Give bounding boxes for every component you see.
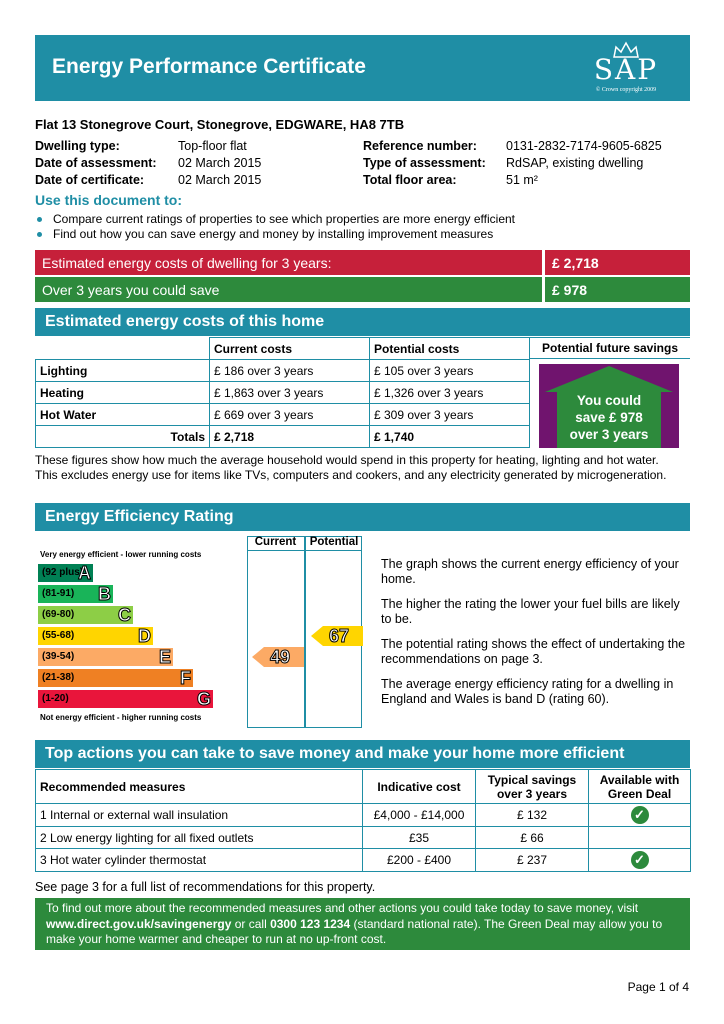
band-letter: B (98, 584, 111, 604)
measure-cell: 1 Internal or external wall insulation (36, 804, 363, 827)
band-range: (81-91) (42, 588, 75, 599)
band-d (38, 627, 153, 645)
green-deal-cell (589, 827, 691, 849)
rating-section-heading: Energy Efficiency Rating (35, 503, 690, 531)
savings-bar (35, 277, 690, 302)
info-text: To find out more about the recommended measures and other actions you could take today to save money, visit (46, 901, 639, 915)
table-row (36, 804, 691, 827)
header-divider (247, 550, 362, 551)
column-header: Indicative cost (363, 770, 476, 804)
totals-potential: £ 1,740 (370, 426, 530, 448)
band-a (38, 564, 93, 582)
detail-label: Dwelling type: (35, 139, 120, 153)
table-cell: £ 1,326 over 3 years (370, 382, 530, 404)
rating-paragraph: The higher the rating the lower your fuel bills are likely to be. (381, 597, 680, 626)
band-letter: D (138, 626, 151, 646)
rating-paragraph: The average energy efficiency rating for a dwelling in England and Wales is band D (rating 60). (381, 677, 674, 706)
column-header: Available with Green Deal (589, 770, 691, 804)
costs-section-heading: Estimated energy costs of this home (35, 308, 690, 336)
table-cell: £ 1,863 over 3 years (210, 382, 370, 404)
totals-row (36, 426, 530, 448)
detail-value: Top-floor flat (178, 139, 247, 153)
band-range: (21-38) (42, 672, 75, 683)
band-c (38, 606, 133, 624)
sap-logo-text: SAP (593, 53, 659, 86)
list-item: Compare current ratings of properties to see which properties are more energy efficient (35, 212, 515, 227)
costs-note: These figures show how much the average household would spend in this property for heating, lighting and hot water. This excludes energy use for items like TVs, computers and cookers, and any electricity generated by microgeneration. (35, 453, 667, 482)
band-letter: A (78, 563, 91, 583)
column-header: Current costs (210, 338, 370, 360)
band-letter: F (180, 668, 191, 688)
page-title: Energy Performance Certificate (52, 55, 366, 78)
row-label: Lighting (36, 360, 210, 382)
row-label: Hot Water (36, 404, 210, 426)
band-letter: C (118, 605, 131, 625)
page-number: Page 1 of 4 (627, 980, 689, 994)
future-line: save £ 978 (575, 410, 643, 425)
info-box (35, 898, 690, 950)
band-range: (1-20) (42, 693, 69, 704)
detail-label: Date of certificate: (35, 173, 145, 187)
table-cell: £ 669 over 3 years (210, 404, 370, 426)
actions-section-heading: Top actions you can take to save money and make your home more efficient (35, 740, 690, 768)
use-document-title: Use this document to: (35, 192, 183, 208)
measure-cell: 2 Low energy lighting for all fixed outlets (36, 827, 363, 849)
totals-label: Totals (36, 426, 210, 448)
cost-cell: £4,000 - £14,000 (363, 804, 476, 827)
detail-label: Date of assessment: (35, 156, 157, 170)
costs-table (35, 337, 530, 448)
table-row (36, 849, 691, 872)
rating-paragraph: The graph shows the current energy efficiency of your home. (381, 557, 679, 586)
detail-value: 02 March 2015 (178, 156, 262, 170)
band-e (38, 648, 173, 666)
top-note: Very energy efficient - lower running costs (40, 550, 202, 559)
band-range: (69-80) (42, 609, 75, 620)
green-deal-cell (589, 849, 691, 872)
current-rating-arrow (252, 647, 304, 667)
detail-label: Reference number: (363, 139, 477, 153)
copyright-text: © Crown copyright 2009 (595, 87, 657, 93)
band-f (38, 669, 193, 687)
rating-explanation (381, 557, 686, 717)
future-savings-header: Potential future savings (530, 337, 690, 359)
header-banner (35, 35, 690, 101)
future-line: over 3 years (569, 427, 649, 442)
table-row (36, 360, 530, 382)
detail-value: 51 m² (506, 173, 538, 187)
savings-value: £ 978 (545, 277, 690, 302)
detail-label: Type of assessment: (363, 156, 486, 170)
band-letter: G (196, 689, 211, 709)
table-cell: £ 105 over 3 years (370, 360, 530, 382)
energy-rating-chart (35, 536, 362, 728)
future-savings-text (539, 392, 679, 443)
table-row (36, 382, 530, 404)
column-divider (304, 536, 306, 728)
band-range: (92 plus) (42, 567, 84, 578)
savings-label: Over 3 years you could save (35, 277, 542, 302)
info-text: or call (231, 916, 271, 931)
estimated-cost-bar (35, 250, 690, 275)
future-line: You could (576, 393, 642, 408)
row-label: Heating (36, 382, 210, 404)
table-row (36, 827, 691, 849)
detail-value: RdSAP, existing dwelling (506, 156, 644, 170)
detail-value: 02 March 2015 (178, 173, 262, 187)
detail-value: 0131-2832-7174-9605-6825 (506, 139, 662, 153)
table-cell: £ 186 over 3 years (210, 360, 370, 382)
totals-current: £ 2,718 (210, 426, 370, 448)
measure-cell: 3 Hot water cylinder thermostat (36, 849, 363, 872)
see-page-note: See page 3 for a full list of recommendations for this property. (35, 880, 376, 894)
use-document-list (35, 212, 515, 242)
sap-logo (580, 41, 672, 97)
phone-number: 0300 123 1234 (270, 916, 351, 931)
potential-rating-arrow-value: 67 (329, 626, 350, 646)
list-item: Find out how you can save energy and money by installing improvement measures (35, 227, 515, 242)
savings-cell: £ 66 (476, 827, 589, 849)
estimated-cost-value: £ 2,718 (545, 250, 690, 275)
check-icon: ✓ (631, 806, 649, 824)
info-text: (standard national rate). The Green Deal may allow you to make your home warmer and cheaper to run at no up-front cost. (46, 916, 663, 946)
cost-cell: £35 (363, 827, 476, 849)
actions-table (35, 769, 691, 872)
column-header: Potential costs (370, 338, 530, 360)
band-b (38, 585, 113, 603)
table-cell: £ 309 over 3 years (370, 404, 530, 426)
empty-cell (36, 338, 210, 360)
band-range: (55-68) (42, 630, 75, 641)
band-range: (39-54) (42, 651, 75, 662)
bottom-note: Not energy efficient - higher running costs (40, 713, 202, 722)
potential-column-header: Potential (309, 536, 359, 548)
green-deal-cell (589, 804, 691, 827)
check-icon: ✓ (631, 851, 649, 869)
current-column-header: Current (254, 536, 297, 548)
potential-rating-arrow (311, 626, 363, 646)
rating-paragraph: The potential rating shows the effect of undertaking the recommendations on page 3. (381, 637, 686, 666)
column-header: Typical savings over 3 years (476, 770, 589, 804)
band-g (38, 690, 213, 708)
column-header: Recommended measures (36, 770, 363, 804)
table-row (36, 404, 530, 426)
detail-label: Total floor area: (363, 173, 457, 187)
website-link[interactable]: www.direct.gov.uk/savingenergy (46, 916, 232, 931)
band-letter: E (158, 647, 171, 667)
savings-cell: £ 132 (476, 804, 589, 827)
estimated-cost-label: Estimated energy costs of dwelling for 3 years: (35, 250, 542, 275)
current-rating-arrow-value: 49 (270, 647, 291, 667)
savings-cell: £ 237 (476, 849, 589, 872)
cost-cell: £200 - £400 (363, 849, 476, 872)
property-address: Flat 13 Stonegrove Court, Stonegrove, EDGWARE, HA8 7TB (35, 117, 405, 132)
